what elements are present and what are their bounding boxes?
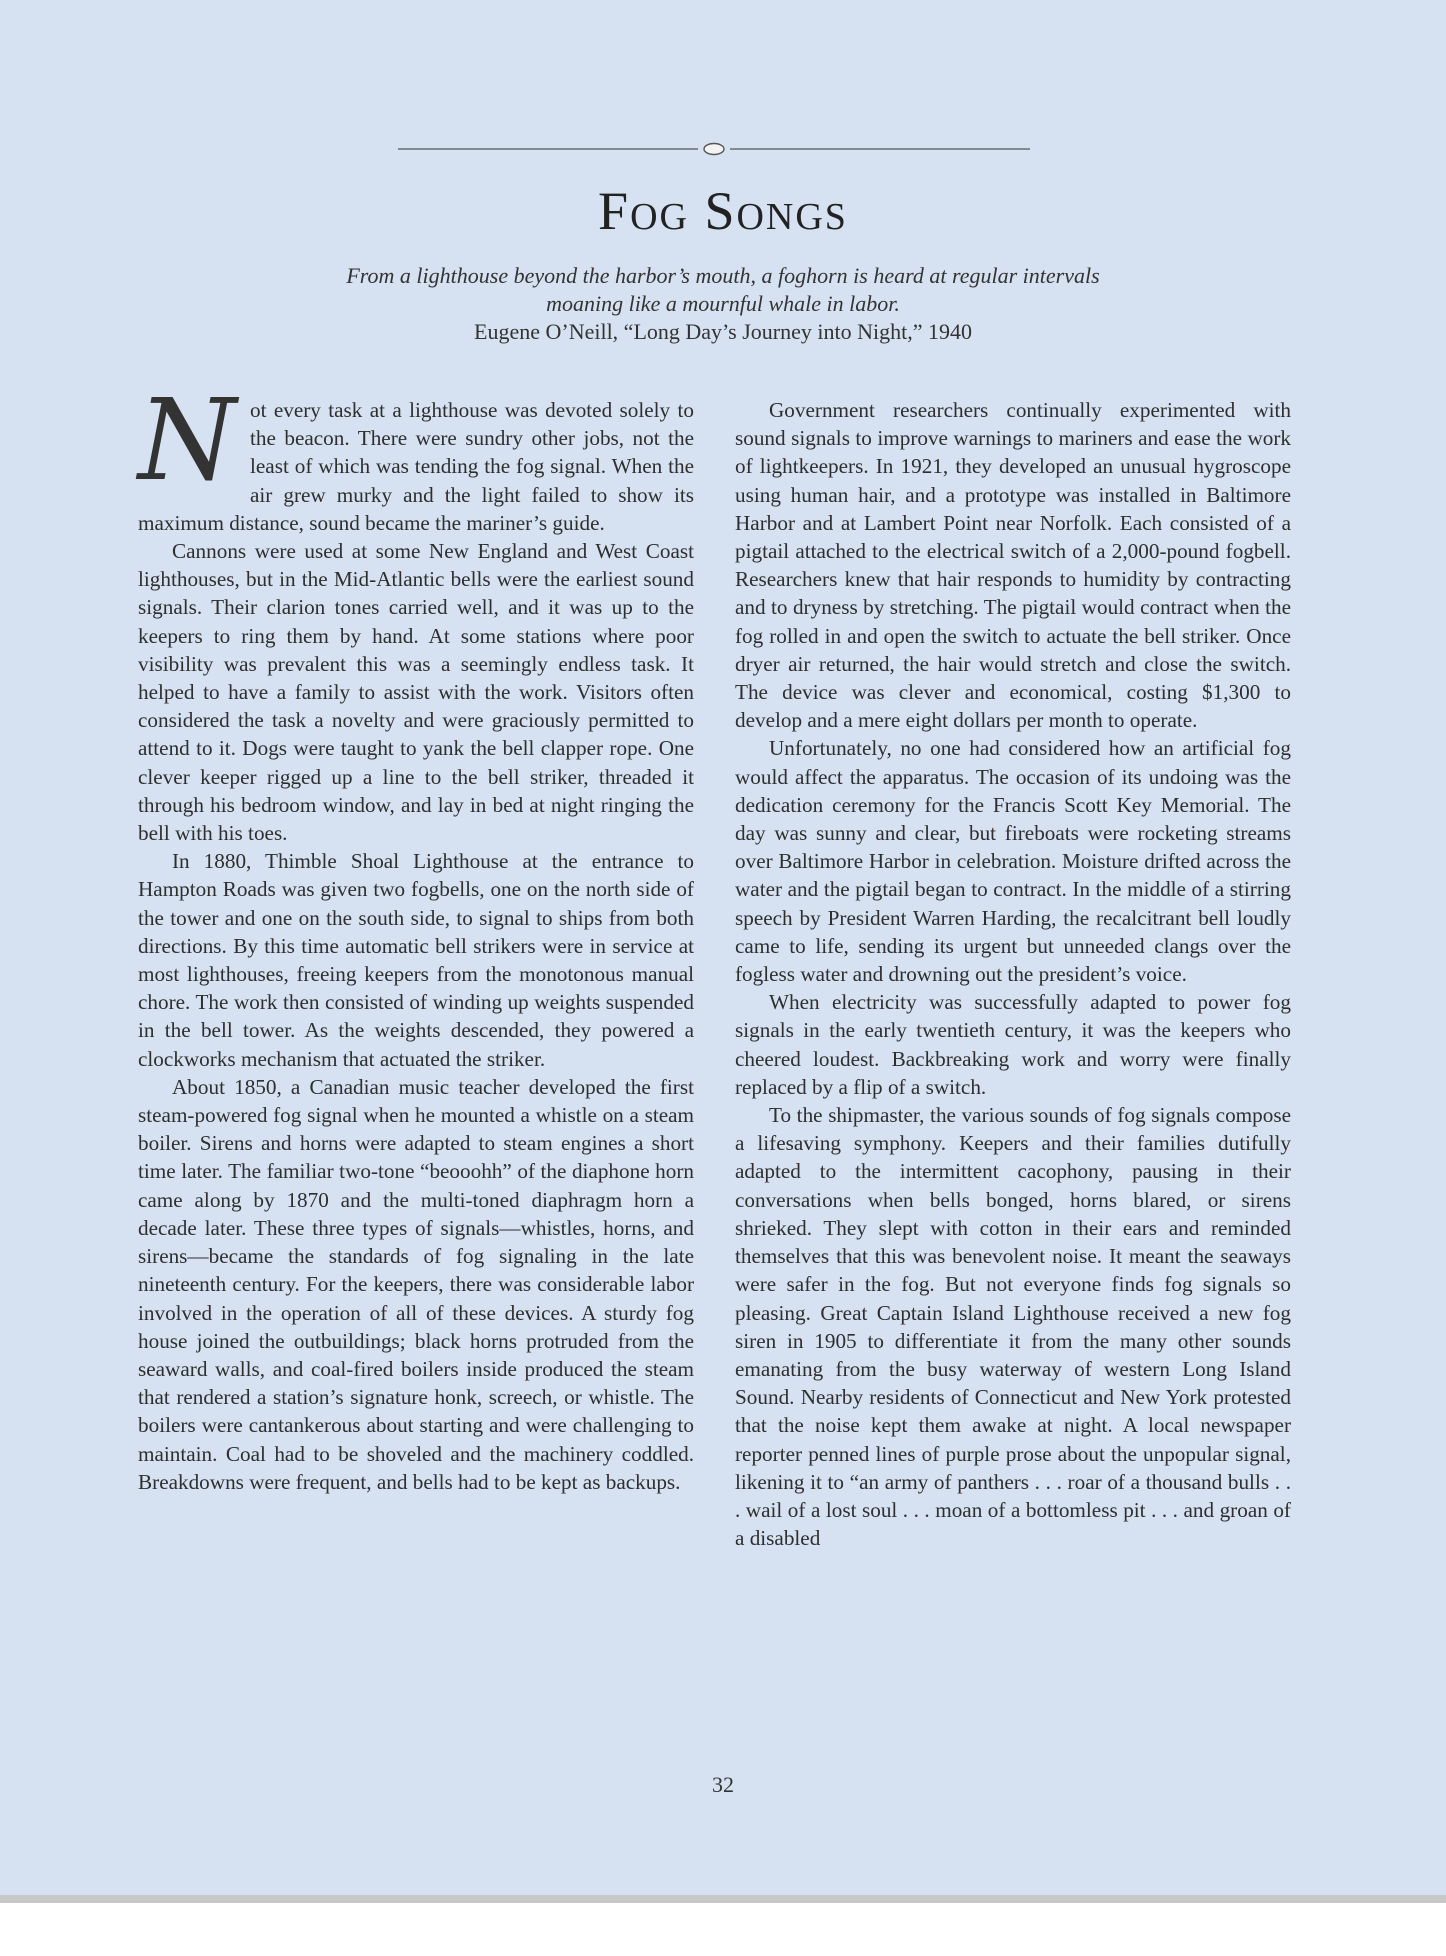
epigraph-quote: From a lighthouse beyond the harbor’s mouth, a foghorn is heard at regular intervals moaning like a mournful whale in labor. [346, 263, 1100, 316]
epigraph [330, 262, 1116, 346]
title-ornament-rule [398, 140, 1030, 158]
right-column [735, 396, 1291, 1552]
paragraph: About 1850, a Canadian music teacher developed the first steam-powered fog signal when he mounted a whistle on a steam boiler. Sirens and horns were adapted to steam engines a short time later. The familiar two-tone “beooohh” of the diaphone horn came along by 1870 and the multi-toned diaphragm horn a decade later. These three types of signals—whistles, horns, and sirens—became the standards of fog signaling in the late nineteenth century. For the keepers, there was considerable labor involved in the operation of all of these devices. A sturdy fog house joined the outbuildings; black horns protruded from the seaward walls, and coal-fired boilers inside produced the steam that rendered a station’s signature honk, screech, or whistle. The boilers were cantankerous about starting and were challenging to maintain. Coal had to be shoveled and the machinery coddled. Breakdowns were frequent, and bells had to be kept as backups. [138, 1074, 694, 1494]
paragraph: Cannons were used at some New England and West Coast lighthouses, but in the Mid-Atlantic bells were the earliest sound signals. Their clarion tones carried well, and it was up to the keepers to ring them by hand. At some stations where poor visibility was prevalent this was a seemingly endless task. It helped to have a family to assist with the work. Visitors often considered the task a novelty and were graciously permitted to attend to it. Dogs were taught to yank the bell clapper rope. One clever keeper rigged up a line to the bell striker, threaded it through his bedroom window, and lay in bed at night ringing the bell with his toes. [138, 539, 694, 846]
paragraph: Government researchers continually experimented with sound signals to improve warnings to mariners and ease the work of lightkeepers. In 1921, they developed an unusual hygroscope using human hair, and a prototype was installed in Baltimore Harbor and at Lambert Point near Norfolk. Each consisted of a pigtail attached to the electrical switch of a 2,000-pound fogbell. Researchers knew that hair responds to humidity by contracting and to dryness by stretching. The pigtail would contract when the fog rolled in and open the switch to actuate the bell striker. Once dryer air returned, the hair would stretch and close the switch. The device was clever and economical, costing $1,300 to develop and a mere eight dollars per month to operate. [735, 398, 1291, 733]
paragraph: Unfortunately, no one had considered how an artificial fog would affect the apparatus. The occasion of its undoing was the dedication ceremony for the Francis Scott Key Memorial. The day was sunny and clear, but fireboats were rocketing streams over Baltimore Harbor in celebration. Moisture drifted across the water and the pigtail began to contract. In the middle of a stirring speech by President Warren Harding, the recalcitrant bell loudly came to life, sending its urgent but unneeded clangs over the fogless water and drowning out the president’s voice. [735, 736, 1291, 987]
left-column [138, 376, 694, 1496]
paragraph: When electricity was successfully adapted to power fog signals in the early twentieth century, it was the keepers who cheered loudest. Backbreaking work and worry were finally replaced by a flip of a switch. [735, 990, 1291, 1099]
drop-cap: N [138, 376, 236, 506]
epigraph-attribution: Eugene O’Neill, “Long Day’s Journey into Night,” 1940 [474, 319, 972, 344]
page-title: Fog Songs [598, 181, 848, 241]
paragraph: In 1880, Thimble Shoal Lighthouse at the entrance to Hampton Roads was given two fogbells, one on the north side of the tower and one on the south side, to signal to ships from both directions. By this time automatic bell strikers were in service at most lighthouses, freeing keepers from the monotonous manual chore. The work then consisted of winding up weights suspended in the bell tower. As the weights descended, they powered a clockworks mechanism that actuated the striker. [138, 849, 694, 1071]
paragraph: Not every task at a lighthouse was devoted solely to the beacon. There were sundry other jobs, not the least of which was tending the fog signal. When the air grew murky and the light failed to show its maximum distance, sound became the mariner’s guide. [138, 376, 694, 535]
paragraph: To the shipmaster, the various sounds of fog signals compose a lifesaving symphony. Keepers and their families dutifully adapted to the intermittent cacophony, pausing in their conversations when bells bonged, horns blared, or sirens shrieked. They slept with cotton in their ears and reminded themselves that this was benevolent noise. It meant the seaways were safer in the fog. But not everyone finds fog signals so pleasing. Great Captain Island Lighthouse received a new fog siren in 1905 to differentiate it from the many other sounds emanating from the busy waterway of western Long Island Sound. Nearby residents of Connecticut and New York protested that the noise kept them awake at night. A local newspaper reporter penned lines of purple prose about the unpopular signal, likening it to “an army of panthers . . . roar of a thousand bulls . . . wail of a lost soul . . . moan of a bottomless pit . . . and groan of a disabled [735, 1103, 1291, 1551]
page-bottom-edge [0, 1895, 1446, 1903]
page-number: 32 [712, 1772, 734, 1797]
